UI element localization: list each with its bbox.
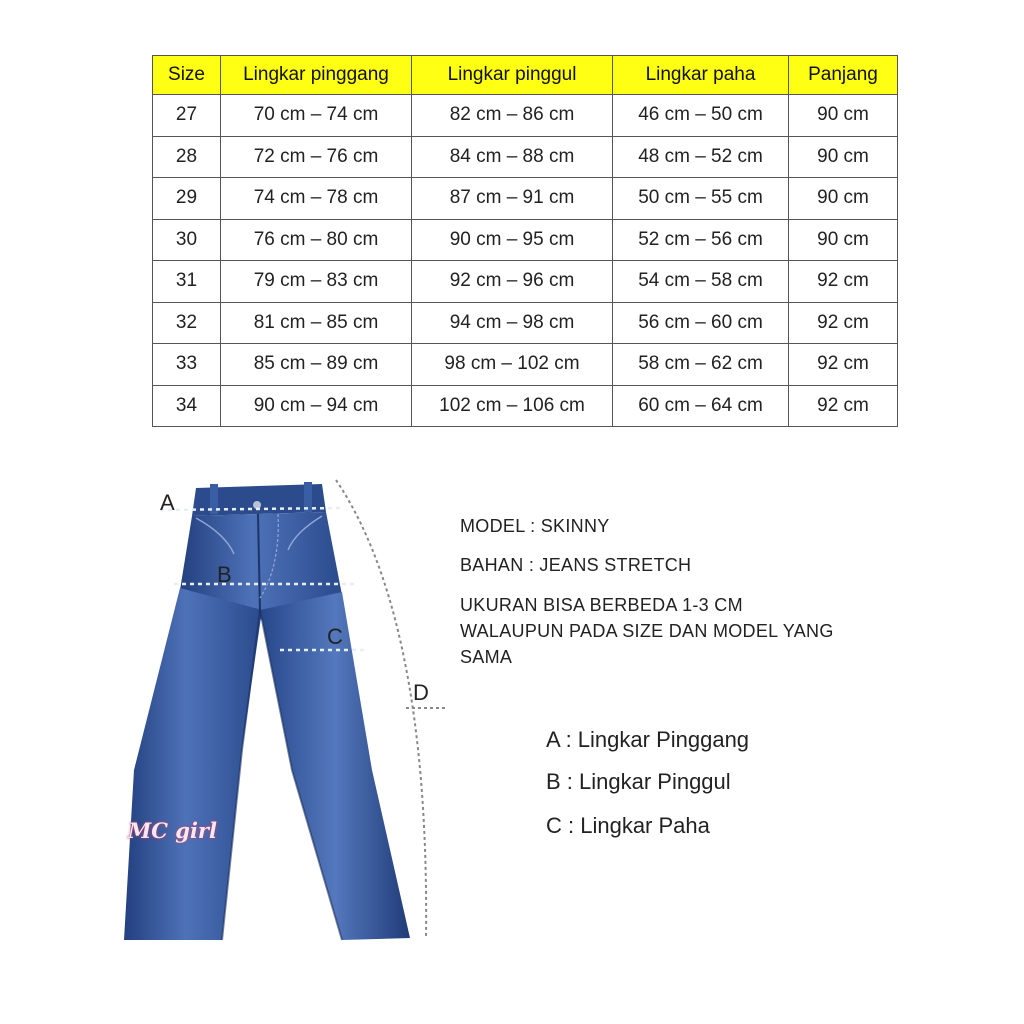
waist-cell: 90 cm – 94 cm [221,385,412,427]
length-cell: 90 cm [789,95,898,137]
table-row [153,302,898,344]
marker-a: A [160,490,175,515]
size-cell: 30 [153,219,221,261]
thigh-cell: 48 cm – 52 cm [613,136,789,178]
hip-cell: 90 cm – 95 cm [412,219,613,261]
length-cell: 92 cm [789,261,898,303]
size-note-line2: WALAUPUN PADA SIZE DAN MODEL YANG [460,621,834,641]
waist-cell: 72 cm – 76 cm [221,136,412,178]
thigh-cell: 50 cm – 55 cm [613,178,789,220]
table-row [153,219,898,261]
hip-cell: 102 cm – 106 cm [412,385,613,427]
marker-c: C [327,624,343,649]
thigh-cell: 56 cm – 60 cm [613,302,789,344]
length-cell: 92 cm [789,385,898,427]
size-cell: 32 [153,302,221,344]
watermark-logo: MC girl [128,818,217,843]
header-panjang: Panjang [789,56,898,95]
size-cell: 27 [153,95,221,137]
hip-cell: 82 cm – 86 cm [412,95,613,137]
waist-cell: 76 cm – 80 cm [221,219,412,261]
thigh-cell: 60 cm – 64 cm [613,385,789,427]
waist-cell: 85 cm – 89 cm [221,344,412,386]
table-row [153,385,898,427]
hip-cell: 92 cm – 96 cm [412,261,613,303]
size-note-line3: SAMA [460,647,513,667]
header-lingkar-paha: Lingkar paha [613,56,789,95]
waist-cell: 79 cm – 83 cm [221,261,412,303]
size-chart-header-row [153,56,898,95]
header-lingkar-pinggang: Lingkar pinggang [221,56,412,95]
size-cell: 33 [153,344,221,386]
hip-cell: 98 cm – 102 cm [412,344,613,386]
size-note-line1: UKURAN BISA BERBEDA 1-3 CM [460,595,743,615]
table-row [153,95,898,137]
size-cell: 34 [153,385,221,427]
length-cell: 90 cm [789,219,898,261]
size-chart-table [152,55,898,427]
marker-d: D [413,680,429,705]
hip-cell: 94 cm – 98 cm [412,302,613,344]
legend-c: C : Lingkar Paha [546,813,710,838]
size-cell: 28 [153,136,221,178]
thigh-cell: 58 cm – 62 cm [613,344,789,386]
hip-cell: 84 cm – 88 cm [412,136,613,178]
table-row [153,261,898,303]
model-text: MODEL : SKINNY [460,516,610,536]
hip-cell: 87 cm – 91 cm [412,178,613,220]
length-cell: 92 cm [789,344,898,386]
legend-b: B : Lingkar Pinggul [546,769,731,794]
length-cell: 90 cm [789,178,898,220]
jeans-illustration [110,470,470,950]
material-text: BAHAN : JEANS STRETCH [460,555,692,575]
marker-b: B [217,562,232,587]
thigh-cell: 52 cm – 56 cm [613,219,789,261]
waist-cell: 74 cm – 78 cm [221,178,412,220]
size-cell: 31 [153,261,221,303]
length-cell: 92 cm [789,302,898,344]
table-row [153,136,898,178]
length-cell: 90 cm [789,136,898,178]
thigh-cell: 46 cm – 50 cm [613,95,789,137]
thigh-cell: 54 cm – 58 cm [613,261,789,303]
waist-cell: 70 cm – 74 cm [221,95,412,137]
table-row [153,344,898,386]
table-row [153,178,898,220]
header-size: Size [153,56,221,95]
legend-a: A : Lingkar Pinggang [546,727,750,752]
header-lingkar-pinggul: Lingkar pinggul [412,56,613,95]
size-cell: 29 [153,178,221,220]
waist-cell: 81 cm – 85 cm [221,302,412,344]
